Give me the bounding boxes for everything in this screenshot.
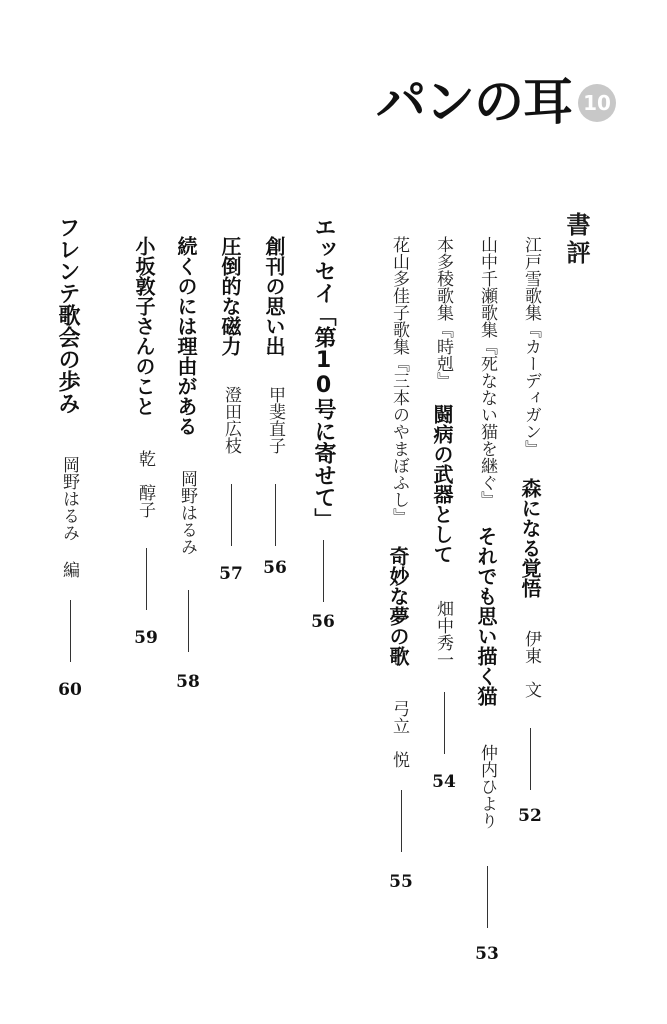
history-page[interactable]: 60 (58, 680, 82, 700)
essay-3-author: 岡野はるみ (177, 470, 197, 555)
issue-number-badge: 10 (578, 84, 616, 122)
review-4-collection: 花山多佳子歌集『三本のやまぼふし』 (389, 236, 409, 525)
essay-4-page[interactable]: 59 (134, 628, 158, 648)
essay-heading-leader (323, 540, 324, 602)
review-3-leader (444, 692, 445, 754)
review-1-author: 伊東 文 (521, 630, 541, 698)
review-2-collection: 山中千瀬歌集『死なない猫を継ぐ』 (477, 236, 497, 508)
review-4-leader (401, 790, 402, 852)
history-leader (70, 600, 71, 662)
essay-1-author: 甲斐直子 (265, 386, 285, 454)
reviews-heading: 書評 (562, 212, 590, 268)
history-author: 岡野はるみ 編 (59, 456, 79, 578)
review-2-author: 仲内ひより (477, 744, 497, 829)
essay-1-leader (275, 484, 276, 546)
review-3-author: 畑中秀一 (433, 600, 453, 668)
review-1-leader (530, 728, 531, 790)
review-3-page[interactable]: 54 (432, 772, 456, 792)
title-text: パンの耳 (376, 73, 572, 131)
review-1-page[interactable]: 52 (518, 806, 542, 826)
essay-4-author: 乾 醇子 (135, 450, 155, 518)
review-3-title[interactable]: 闘病の武器として (430, 404, 454, 564)
essay-2-page[interactable]: 57 (219, 564, 243, 584)
review-3-collection: 本多稜歌集『時剋』 (433, 236, 453, 389)
essay-3-title[interactable]: 続くのには理由がある (174, 236, 198, 436)
review-4-title[interactable]: 奇妙な夢の歌 (386, 546, 410, 666)
essay-2-title[interactable]: 圧倒的な磁力 (218, 236, 242, 356)
review-4-author: 弓立 悦 (389, 700, 409, 768)
review-2-page[interactable]: 53 (475, 944, 499, 964)
review-2-leader (487, 866, 488, 928)
review-1-collection: 江戸雪歌集『カーディガン』 (521, 236, 541, 457)
essay-3-page[interactable]: 58 (176, 672, 200, 692)
page-title (376, 72, 616, 132)
review-2-title[interactable]: それでも思い描く猫 (474, 526, 498, 706)
essay-heading[interactable]: エッセイ「第10号に寄せて」 (311, 216, 336, 530)
review-1-title[interactable]: 森になる覚悟 (518, 478, 542, 598)
essay-4-title[interactable]: 小坂敦子さんのこと (132, 236, 156, 416)
history-title[interactable]: フレンテ歌会の歩み (55, 216, 80, 414)
essay-heading-page[interactable]: 56 (311, 612, 335, 632)
essay-2-author: 澄田広枝 (221, 386, 241, 454)
essay-1-page[interactable]: 56 (263, 558, 287, 578)
essay-2-leader (231, 484, 232, 546)
essay-4-leader (146, 548, 147, 610)
essay-1-title[interactable]: 創刊の思い出 (262, 236, 286, 356)
review-4-page[interactable]: 55 (389, 872, 413, 892)
essay-3-leader (188, 590, 189, 652)
